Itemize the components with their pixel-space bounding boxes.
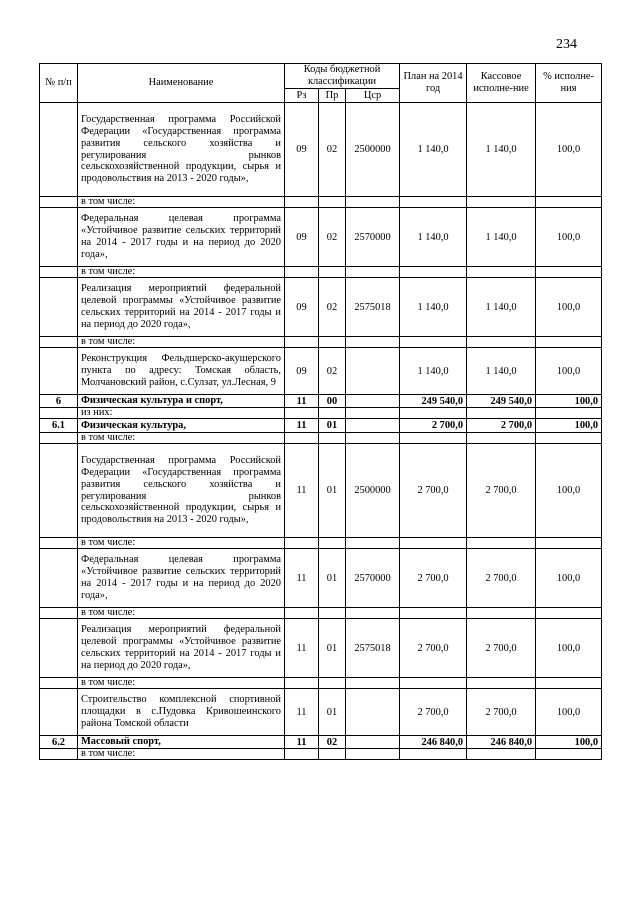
row-csr-cell: 2500000 xyxy=(346,103,400,197)
row-rz-cell: 09 xyxy=(285,103,319,197)
header-csr: Цср xyxy=(346,89,400,103)
row-pct-cell: 100,0 xyxy=(536,736,602,749)
row-pct-cell: 100,0 xyxy=(536,619,602,678)
row-number-cell: 6.1 xyxy=(40,419,78,433)
row-rz-cell xyxy=(285,433,319,444)
row-csr-cell xyxy=(346,267,400,278)
row-rz-cell: 11 xyxy=(285,689,319,736)
table-row xyxy=(40,267,602,278)
row-pct-cell: 100,0 xyxy=(536,444,602,538)
header-codes: Коды бюджетной классификации xyxy=(285,64,400,89)
row-name-cell: в том числе: xyxy=(78,538,285,549)
row-plan-cell xyxy=(400,538,467,549)
row-kass-cell xyxy=(467,408,536,419)
row-number-cell xyxy=(40,267,78,278)
row-csr-cell xyxy=(346,433,400,444)
row-kass-cell xyxy=(467,538,536,549)
row-rz-cell: 11 xyxy=(285,619,319,678)
table-row xyxy=(40,408,602,419)
row-name-cell: в том числе: xyxy=(78,197,285,208)
row-rz-cell xyxy=(285,267,319,278)
row-name-cell: Реализация мероприятий федеральной целевой программы «Устойчивое развитие сельских территорий на 2014 - 2017 годы и на период до 2020 года», xyxy=(78,619,285,678)
header-pr: Пр xyxy=(319,89,346,103)
row-plan-cell: 2 700,0 xyxy=(400,619,467,678)
row-name-cell: Государственная программа Российской Федерации «Государственная программа развития сельского хозяйства и регулирования рынков сельскохозяйственной продукции, сырья и продовольствия на 2013 - 2020 годы», xyxy=(78,444,285,538)
table-row xyxy=(40,197,602,208)
header-num: № п/п xyxy=(40,64,78,103)
row-name-cell: в том числе: xyxy=(78,608,285,619)
row-number-cell xyxy=(40,538,78,549)
row-plan-cell: 246 840,0 xyxy=(400,736,467,749)
row-kass-cell: 2 700,0 xyxy=(467,419,536,433)
row-pct-cell xyxy=(536,267,602,278)
row-csr-cell xyxy=(346,608,400,619)
row-rz-cell xyxy=(285,608,319,619)
row-rz-cell: 09 xyxy=(285,278,319,337)
row-pct-cell: 100,0 xyxy=(536,208,602,267)
table-row xyxy=(40,419,602,433)
row-plan-cell: 249 540,0 xyxy=(400,395,467,408)
table-row xyxy=(40,278,602,337)
header-kass: Кассовое исполне-ние xyxy=(467,64,536,103)
row-name-cell: Реконструкция Фельдшерско-акушерского пункта по адресу: Томская область, Молчановский район, с.Сулзат, ул.Лесная, 9 xyxy=(78,348,285,395)
row-pr-cell xyxy=(319,408,346,419)
row-pct-cell: 100,0 xyxy=(536,348,602,395)
row-rz-cell: 11 xyxy=(285,549,319,608)
header-pct: % исполне-ния xyxy=(536,64,602,103)
row-csr-cell xyxy=(346,408,400,419)
row-csr-cell xyxy=(346,395,400,408)
row-plan-cell: 1 140,0 xyxy=(400,348,467,395)
row-plan-cell xyxy=(400,678,467,689)
row-plan-cell xyxy=(400,197,467,208)
row-pr-cell: 01 xyxy=(319,419,346,433)
row-kass-cell: 1 140,0 xyxy=(467,348,536,395)
row-plan-cell: 1 140,0 xyxy=(400,278,467,337)
row-number-cell xyxy=(40,619,78,678)
header-name: Наименование xyxy=(78,64,285,103)
table-row xyxy=(40,619,602,678)
table-row xyxy=(40,538,602,549)
row-csr-cell: 2570000 xyxy=(346,549,400,608)
table-row xyxy=(40,608,602,619)
row-kass-cell: 2 700,0 xyxy=(467,689,536,736)
row-name-cell: в том числе: xyxy=(78,678,285,689)
header-rz: Рз xyxy=(285,89,319,103)
row-csr-cell xyxy=(346,538,400,549)
row-name-cell: Физическая культура, xyxy=(78,419,285,433)
row-csr-cell xyxy=(346,689,400,736)
row-rz-cell: 09 xyxy=(285,348,319,395)
row-rz-cell xyxy=(285,749,319,760)
row-number-cell xyxy=(40,408,78,419)
row-pr-cell: 02 xyxy=(319,348,346,395)
row-number-cell xyxy=(40,208,78,267)
row-number-cell xyxy=(40,103,78,197)
row-csr-cell: 2575018 xyxy=(346,619,400,678)
row-pct-cell: 100,0 xyxy=(536,419,602,433)
table-header xyxy=(40,64,602,103)
row-name-cell: Федеральная целевая программа «Устойчивое развитие сельских территорий на 2014 - 2017 годы и на период до 2020 года», xyxy=(78,208,285,267)
budget-execution-table xyxy=(39,63,602,760)
row-pr-cell: 01 xyxy=(319,689,346,736)
table-row xyxy=(40,444,602,538)
row-kass-cell xyxy=(467,608,536,619)
row-plan-cell xyxy=(400,608,467,619)
row-pr-cell xyxy=(319,538,346,549)
row-pr-cell: 02 xyxy=(319,103,346,197)
row-plan-cell: 2 700,0 xyxy=(400,689,467,736)
row-name-cell: Строительство комплексной спортивной площадки в с.Пудовка Кривошеинского района Томской области xyxy=(78,689,285,736)
row-number-cell xyxy=(40,749,78,760)
table-row xyxy=(40,433,602,444)
row-number-cell xyxy=(40,337,78,348)
row-csr-cell xyxy=(346,678,400,689)
row-name-cell: в том числе: xyxy=(78,337,285,348)
row-rz-cell: 11 xyxy=(285,395,319,408)
row-plan-cell xyxy=(400,408,467,419)
table-row xyxy=(40,337,602,348)
row-kass-cell: 249 540,0 xyxy=(467,395,536,408)
row-pr-cell xyxy=(319,267,346,278)
row-rz-cell: 11 xyxy=(285,419,319,433)
table-row xyxy=(40,103,602,197)
row-name-cell: Физическая культура и спорт, xyxy=(78,395,285,408)
row-pct-cell xyxy=(536,749,602,760)
row-number-cell xyxy=(40,433,78,444)
table-row xyxy=(40,678,602,689)
row-number-cell xyxy=(40,678,78,689)
row-kass-cell: 1 140,0 xyxy=(467,208,536,267)
row-number-cell xyxy=(40,608,78,619)
row-plan-cell xyxy=(400,267,467,278)
row-rz-cell: 11 xyxy=(285,444,319,538)
row-kass-cell xyxy=(467,749,536,760)
row-name-cell: Массовый спорт, xyxy=(78,736,285,749)
row-name-cell: в том числе: xyxy=(78,749,285,760)
table-row xyxy=(40,689,602,736)
row-rz-cell xyxy=(285,678,319,689)
row-name-cell: в том числе: xyxy=(78,267,285,278)
row-plan-cell: 2 700,0 xyxy=(400,419,467,433)
row-rz-cell: 11 xyxy=(285,736,319,749)
row-kass-cell xyxy=(467,267,536,278)
row-kass-cell xyxy=(467,433,536,444)
row-pct-cell: 100,0 xyxy=(536,549,602,608)
page-number: 234 xyxy=(556,37,577,52)
row-plan-cell xyxy=(400,433,467,444)
row-pct-cell xyxy=(536,538,602,549)
row-csr-cell: 2500000 xyxy=(346,444,400,538)
row-plan-cell: 1 140,0 xyxy=(400,103,467,197)
row-plan-cell: 1 140,0 xyxy=(400,208,467,267)
row-csr-cell xyxy=(346,419,400,433)
row-plan-cell: 2 700,0 xyxy=(400,549,467,608)
row-pr-cell: 01 xyxy=(319,619,346,678)
table-row xyxy=(40,348,602,395)
row-csr-cell xyxy=(346,749,400,760)
row-pr-cell: 01 xyxy=(319,444,346,538)
row-rz-cell xyxy=(285,337,319,348)
row-pct-cell xyxy=(536,433,602,444)
row-pr-cell xyxy=(319,749,346,760)
row-number-cell xyxy=(40,689,78,736)
row-pr-cell: 02 xyxy=(319,736,346,749)
row-pct-cell xyxy=(536,337,602,348)
row-pr-cell xyxy=(319,433,346,444)
table-body xyxy=(40,103,602,760)
row-name-cell: в том числе: xyxy=(78,433,285,444)
row-number-cell xyxy=(40,348,78,395)
table-row xyxy=(40,549,602,608)
row-pct-cell xyxy=(536,678,602,689)
row-plan-cell: 2 700,0 xyxy=(400,444,467,538)
row-csr-cell xyxy=(346,337,400,348)
row-pr-cell xyxy=(319,678,346,689)
row-kass-cell xyxy=(467,678,536,689)
row-pct-cell xyxy=(536,408,602,419)
table-row xyxy=(40,208,602,267)
row-kass-cell: 2 700,0 xyxy=(467,549,536,608)
row-pct-cell: 100,0 xyxy=(536,278,602,337)
row-pr-cell xyxy=(319,337,346,348)
row-pct-cell xyxy=(536,197,602,208)
row-csr-cell xyxy=(346,348,400,395)
row-rz-cell xyxy=(285,408,319,419)
row-rz-cell xyxy=(285,538,319,549)
row-kass-cell: 246 840,0 xyxy=(467,736,536,749)
row-kass-cell: 2 700,0 xyxy=(467,444,536,538)
row-kass-cell: 1 140,0 xyxy=(467,103,536,197)
row-number-cell: 6 xyxy=(40,395,78,408)
row-pct-cell: 100,0 xyxy=(536,689,602,736)
row-csr-cell xyxy=(346,197,400,208)
row-name-cell: Федеральная целевая программа «Устойчивое развитие сельских территорий на 2014 - 2017 годы и на период до 2020 года», xyxy=(78,549,285,608)
header-plan: План на 2014 год xyxy=(400,64,467,103)
row-pct-cell: 100,0 xyxy=(536,395,602,408)
row-pr-cell xyxy=(319,197,346,208)
row-pr-cell: 02 xyxy=(319,208,346,267)
row-number-cell: 6.2 xyxy=(40,736,78,749)
row-csr-cell xyxy=(346,736,400,749)
row-name-cell: из них: xyxy=(78,408,285,419)
row-kass-cell xyxy=(467,337,536,348)
row-pct-cell: 100,0 xyxy=(536,103,602,197)
row-kass-cell: 1 140,0 xyxy=(467,278,536,337)
row-pct-cell xyxy=(536,608,602,619)
row-kass-cell xyxy=(467,197,536,208)
row-name-cell: Государственная программа Российской Федерации «Государственная программа развития сельского хозяйства и регулирования рынков сельскохозяйственной продукции, сырья и продовольствия на 2013 - 2020 годы», xyxy=(78,103,285,197)
row-name-cell: Реализация мероприятий федеральной целевой программы «Устойчивое развитие сельских территорий на 2014 - 2017 годы и на период до 2020 года», xyxy=(78,278,285,337)
row-pr-cell xyxy=(319,608,346,619)
row-plan-cell xyxy=(400,749,467,760)
row-kass-cell: 2 700,0 xyxy=(467,619,536,678)
table-row xyxy=(40,749,602,760)
row-csr-cell: 2575018 xyxy=(346,278,400,337)
row-pr-cell: 01 xyxy=(319,549,346,608)
row-pr-cell: 02 xyxy=(319,278,346,337)
row-pr-cell: 00 xyxy=(319,395,346,408)
row-number-cell xyxy=(40,444,78,538)
row-number-cell xyxy=(40,197,78,208)
row-csr-cell: 2570000 xyxy=(346,208,400,267)
row-number-cell xyxy=(40,278,78,337)
row-rz-cell xyxy=(285,197,319,208)
row-number-cell xyxy=(40,549,78,608)
row-rz-cell: 09 xyxy=(285,208,319,267)
table-row xyxy=(40,395,602,408)
table-row xyxy=(40,736,602,749)
row-plan-cell xyxy=(400,337,467,348)
